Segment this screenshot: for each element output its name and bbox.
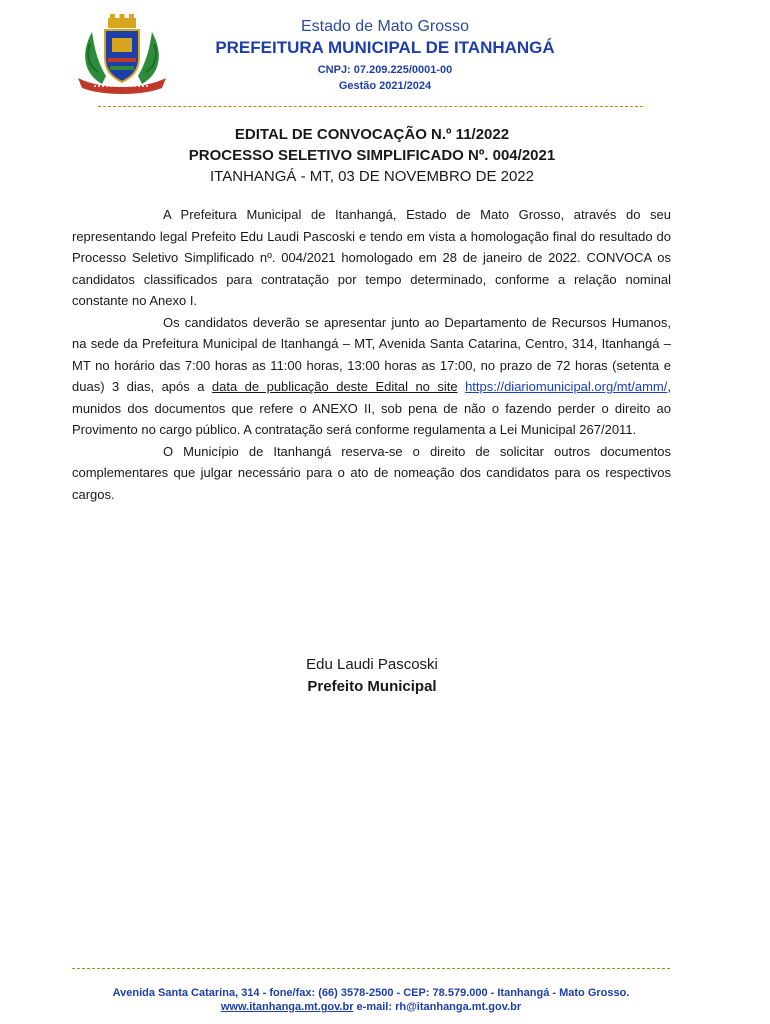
paragraph-2-text-a: Os candidatos deverão se apresentar junto ao Departamento de Recursos Humanos, na sede da Prefeitura Municipal de Itanhangá – MT, Avenida Santa Catarina, Centro, 314, Itanhangá – MT no horário das 7:00 horas as 11:00 horas, 13:00 horas as 17:00, no prazo de 72 horas (setenta e duas) 3 dias, após a: [72, 314, 671, 394]
diario-municipal-link[interactable]: https://diariomunicipal.org/mt/amm/: [465, 379, 668, 394]
paragraph-2-underlined: data de publicação deste Edital no site: [211, 379, 458, 394]
paragraph-2-text-b: , munidos dos documentos que refere o ANEXO II, sob pena de não o fazendo perder o direito ao Provimento no cargo público. A contratação será conforme regulamenta a Lei Municipal 267/2011.: [72, 379, 671, 437]
edital-title: EDITAL DE CONVOCAÇÃO N.º 11/2022: [234, 126, 510, 143]
municipal-coat-of-arms-icon: [72, 14, 172, 94]
paragraph-3: O Município de Itanhangá reserva-se o direito de solicitar outros documentos complementares que julgar necessário para o ato de nomeação dos candidatos para os respectivos cargos.: [72, 443, 671, 502]
header-state: Estado de Mato Grosso: [300, 18, 470, 35]
signatory-role: Prefeito Municipal: [307, 678, 437, 695]
paragraph-2-space: [458, 379, 465, 394]
footer-divider: [72, 968, 670, 969]
footer: [72, 986, 670, 1014]
processo-title: PROCESSO SELETIVO SIMPLIFICADO Nº. 004/2021: [188, 147, 556, 164]
signatory-name: Edu Laudi Pascoski: [306, 656, 438, 673]
signature-block: [222, 654, 522, 698]
paragraph-2: [72, 312, 671, 441]
paragraph-1: A Prefeitura Municipal de Itanhangá, Estado de Mato Grosso, através do seu representando legal Prefeito Edu Laudi Pascoski e tendo em vista a homologação final do resultado do Processo Seletivo Simplificado nº. 004/2021 homologado em 28 de janeiro de 2022. CONVOCA os candidatos classificados para contratação por tempo determinado, conforme a relação nominal constante no Anexo I.: [72, 207, 671, 308]
footer-address: Avenida Santa Catarina, 314 - fone/fax: (66) 3578-2500 - CEP: 78.579.000 - Itanhangá - Mato Grosso.: [112, 987, 630, 999]
header-cnpj: CNPJ: 07.209.225/0001-00: [317, 64, 453, 76]
header-prefeitura: PREFEITURA MUNICIPAL DE ITANHANGÁ: [215, 38, 555, 57]
footer-email: e-mail: rh@itanhanga.mt.gov.br: [353, 1001, 522, 1013]
document-body: [72, 204, 671, 505]
header-divider: [98, 106, 643, 107]
local-date: ITANHANGÁ - MT, 03 DE NOVEMBRO DE 2022: [210, 168, 534, 185]
footer-contact: [72, 1000, 670, 1014]
footer-website-link[interactable]: www.itanhanga.mt.gov.br: [220, 1001, 354, 1013]
document-title-block: [72, 124, 672, 187]
header-gestao: Gestão 2021/2024: [338, 80, 432, 92]
